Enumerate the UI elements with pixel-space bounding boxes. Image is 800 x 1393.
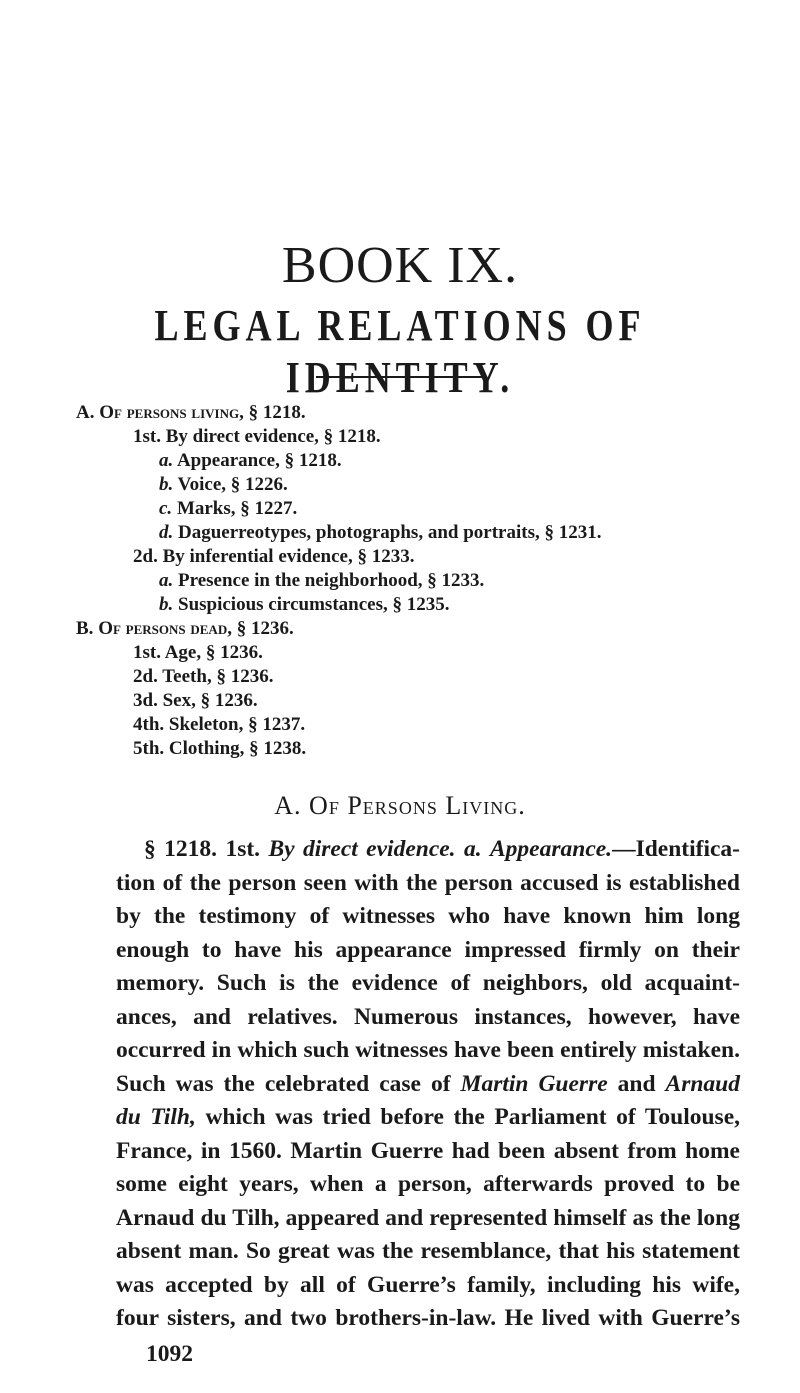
toc-entry: 1st. By direct evidence, § 1218.: [133, 426, 381, 447]
body-line: du Tilh, which was tried before the Parliament of Toulouse,: [116, 1104, 741, 1130]
book-subtitle: LEGAL RELATIONS OF IDENTITY.: [154, 301, 646, 402]
toc-entry: A. Of persons living, § 1218.: [76, 402, 306, 423]
body-line: by the testimony of witnesses who have known him long: [116, 903, 740, 929]
body-line: Arnaud du Tilh, appeared and represented himself as the long: [116, 1204, 740, 1231]
body-line: § 1218. 1st. By direct evidence. a. Appearance.—Identifica-: [144, 836, 740, 862]
body-line: absent man. So great was the resemblance, that his statement: [116, 1238, 740, 1264]
book-title: BOOK IX.: [281, 237, 519, 294]
body-line: Such was the celebrated case of Martin Guerre and Arnaud: [116, 1070, 741, 1097]
toc-entry: b. Voice, § 1226.: [159, 474, 288, 495]
toc-entry: 2d. By inferential evidence, § 1233.: [133, 546, 415, 567]
toc-entry: 5th. Clothing, § 1238.: [133, 738, 307, 759]
body-line: enough to have his appearance impressed firmly on their: [116, 936, 740, 963]
toc-entry: B. Of persons dead, § 1236.: [76, 618, 294, 639]
toc-entry: 4th. Skeleton, § 1237.: [133, 714, 306, 735]
title-rule: [316, 376, 484, 378]
toc-entry: a. Appearance, § 1218.: [159, 450, 342, 471]
toc-entry: d. Daguerreotypes, photographs, and portraits, § 1231.: [159, 522, 602, 543]
body-line: tion of the person seen with the person accused is established: [116, 869, 740, 896]
toc-entry: a. Presence in the neighborhood, § 1233.: [159, 570, 485, 591]
toc-entry: c. Marks, § 1227.: [159, 498, 298, 519]
toc-entry: 3d. Sex, § 1236.: [133, 690, 258, 711]
body-line: was accepted by all of Guerre’s family, including his wife,: [116, 1271, 740, 1298]
body-line: France, in 1560. Martin Guerre had been absent from home: [116, 1137, 740, 1164]
toc-entry: b. Suspicious circumstances, § 1235.: [159, 594, 450, 615]
body-paragraph: [116, 833, 740, 1336]
page-number: 1092: [146, 1341, 193, 1367]
body-line: ances, and relatives. Numerous instances, however, have: [116, 1003, 740, 1030]
section-heading: A. Of Persons Living.: [274, 791, 526, 820]
toc-entry: 1st. Age, § 1236.: [133, 642, 263, 663]
body-line: occurred in which such witnesses have been entirely mistaken.: [116, 1037, 740, 1063]
body-line: some eight years, when a person, afterwards proved to be: [116, 1171, 740, 1197]
body-line: memory. Such is the evidence of neighbors, old acquaint-: [116, 970, 740, 996]
body-line: four sisters, and two brothers-in-law. He lived with Guerre’s: [116, 1305, 740, 1331]
toc-entry: 2d. Teeth, § 1236.: [133, 666, 274, 687]
